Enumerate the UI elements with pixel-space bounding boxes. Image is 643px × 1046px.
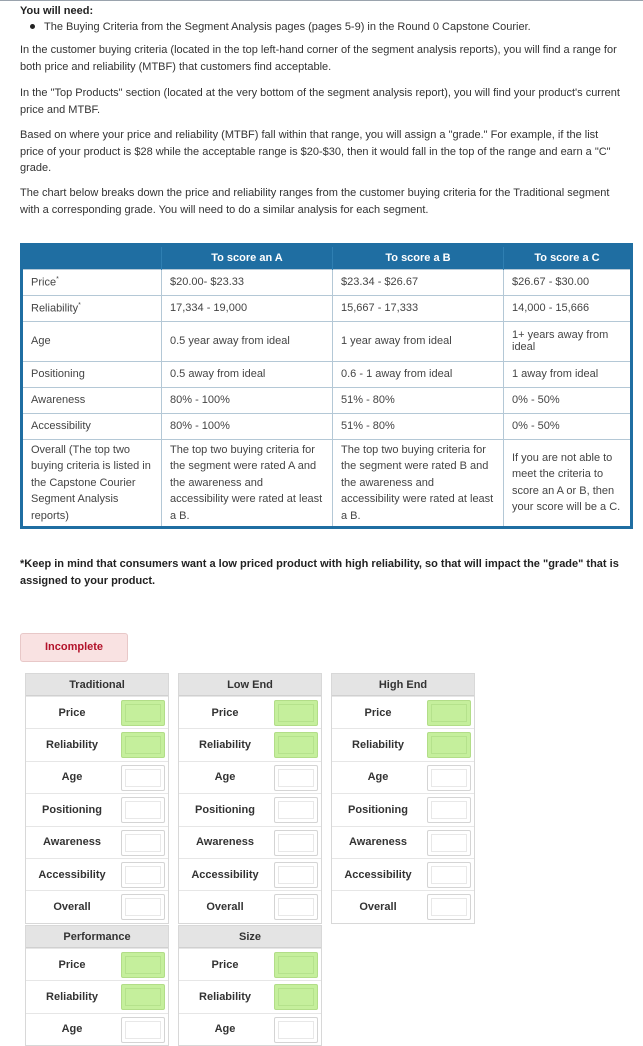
intro-paragraph-3: Based on where your price and reliability (MTBF) fall within that range, you will assign a "grade." For example, if the list price of your product is $28 while the acceptable range is $20-$30, then it would fall in the top of the range and earn a "C" grade. <box>20 129 611 174</box>
segment-panel-high-end <box>331 673 475 924</box>
segment-panel-title: Size <box>179 926 321 948</box>
grade-b-cell: 0.6 - 1 away from ideal <box>333 361 504 387</box>
grade-a-cell: 0.5 away from ideal <box>162 361 333 387</box>
criteria-label: Positioning <box>348 803 408 816</box>
grade-c-cell: 0% - 50% <box>504 413 632 439</box>
grade-row-label <box>22 361 162 387</box>
criteria-label: Awareness <box>196 836 254 849</box>
grade-input-box[interactable] <box>121 952 165 978</box>
grade-a-cell: 80% - 100% <box>162 413 333 439</box>
grade-input-box[interactable] <box>427 862 471 888</box>
grade-criteria-table <box>20 243 633 529</box>
segment-panel-title: Performance <box>26 926 168 948</box>
grade-input-box[interactable] <box>427 894 471 920</box>
criteria-label: Price <box>364 706 392 719</box>
grade-row-label-text: Price <box>31 276 57 289</box>
criteria-row <box>26 826 168 858</box>
grade-input-box[interactable] <box>427 830 471 856</box>
header-grade-b: To score a B <box>333 245 504 269</box>
needs-bullet-text: The Buying Criteria from the Segment Analysis pages (pages 5-9) in the Round 0 Capstone Courier. <box>44 21 531 33</box>
grade-input-box[interactable] <box>121 894 165 920</box>
footnote-mark: * <box>78 301 81 309</box>
criteria-row <box>26 793 168 825</box>
grade-row-label <box>22 269 162 295</box>
grade-table-header <box>22 245 632 269</box>
segment-panel-title: Traditional <box>26 674 168 696</box>
criteria-label: Age <box>214 1023 236 1036</box>
criteria-label: Reliability <box>352 739 404 752</box>
criteria-label: Reliability <box>199 991 251 1004</box>
intro-paragraph-4: The chart below breaks down the price and reliability ranges from the customer buying criteria for the Traditional segment with a corresponding grade. You will need to do a similar analysis for each segment. <box>20 187 610 216</box>
criteria-row <box>179 728 321 760</box>
criteria-row <box>179 1013 321 1045</box>
grade-row <box>22 321 632 361</box>
criteria-label: Price <box>58 958 86 971</box>
criteria-label: Age <box>61 771 83 784</box>
criteria-label: Overall <box>206 901 244 914</box>
grade-input-box[interactable] <box>427 797 471 823</box>
criteria-row <box>26 858 168 890</box>
intro-paragraph-2: In the "Top Products" section (located at the very bottom of the segment analysis report), you will find your product's current price and MTBF. <box>20 87 620 116</box>
header-blank <box>22 245 162 269</box>
criteria-row <box>179 793 321 825</box>
header-grade-c: To score a C <box>504 245 632 269</box>
criteria-label: Awareness <box>43 836 101 849</box>
criteria-label: Reliability <box>199 739 251 752</box>
criteria-row <box>26 728 168 760</box>
reminder-note: *Keep in mind that consumers want a low priced product with high reliability, so that will impact the "grade" that is assigned to your product. <box>20 558 619 587</box>
grade-b-cell: $23.34 - $26.67 <box>333 269 504 295</box>
segment-panel-title: Low End <box>179 674 321 696</box>
grade-input-box[interactable] <box>274 797 318 823</box>
criteria-row <box>332 826 474 858</box>
criteria-label: Positioning <box>42 803 102 816</box>
criteria-label: Price <box>211 706 239 719</box>
criteria-row <box>332 890 474 922</box>
grade-input-box[interactable] <box>121 830 165 856</box>
criteria-row <box>26 761 168 793</box>
criteria-row <box>179 858 321 890</box>
grade-b-cell: 51% - 80% <box>333 413 504 439</box>
criteria-row <box>179 890 321 922</box>
intro-paragraph-1: In the customer buying criteria (located in the top left-hand corner of the segment analysis reports), you will find a range for both price and reliability (MTBF) that customers find acceptable. <box>20 44 617 73</box>
criteria-label: Accessibility <box>191 868 259 881</box>
criteria-label: Reliability <box>46 991 98 1004</box>
grade-row <box>22 387 632 413</box>
grade-row <box>22 269 632 295</box>
grade-input-box[interactable] <box>274 765 318 791</box>
grade-row <box>22 413 632 439</box>
grade-input-box[interactable] <box>121 765 165 791</box>
grade-b-cell: The top two buying criteria for the segment were rated B and the awareness and accessibility were rated at least a B. <box>333 439 504 528</box>
criteria-label: Age <box>61 1023 83 1036</box>
status-badge: Incomplete <box>20 633 128 662</box>
criteria-row <box>26 980 168 1012</box>
criteria-label: Age <box>214 771 236 784</box>
footnote-mark: * <box>56 275 59 283</box>
criteria-label: Age <box>367 771 389 784</box>
grade-row-label-text: Overall (The top two buying criteria is listed in the Capstone Courier Segment Analysis reports) <box>31 443 151 522</box>
grade-row-label <box>22 321 162 361</box>
criteria-row <box>179 826 321 858</box>
grade-input-box[interactable] <box>121 700 165 726</box>
grade-a-cell: 0.5 year away from ideal <box>162 321 333 361</box>
grade-input-box[interactable] <box>274 984 318 1010</box>
grade-input-box[interactable] <box>274 830 318 856</box>
criteria-row <box>179 696 321 728</box>
grade-c-cell: 14,000 - 15,666 <box>504 295 632 321</box>
criteria-label: Overall <box>359 901 397 914</box>
criteria-row <box>26 948 168 980</box>
grade-row-label-text: Accessibility <box>31 420 91 432</box>
criteria-row <box>179 761 321 793</box>
grade-row <box>22 439 632 528</box>
criteria-row <box>332 793 474 825</box>
grade-a-cell: The top two buying criteria for the segment were rated A and the awareness and accessibility were rated at least a B. <box>162 439 333 528</box>
criteria-row <box>332 858 474 890</box>
grade-a-cell: $20.00- $23.33 <box>162 269 333 295</box>
grade-c-cell: 0% - 50% <box>504 387 632 413</box>
grade-b-cell: 15,667 - 17,333 <box>333 295 504 321</box>
grade-input-box[interactable] <box>274 1017 318 1043</box>
grade-input-box[interactable] <box>274 862 318 888</box>
grade-a-cell: 17,334 - 19,000 <box>162 295 333 321</box>
segment-panel-performance <box>25 925 169 1046</box>
criteria-row <box>26 1013 168 1045</box>
grade-input-box[interactable] <box>427 700 471 726</box>
criteria-label: Accessibility <box>344 868 412 881</box>
grade-a-cell: 80% - 100% <box>162 387 333 413</box>
criteria-label: Reliability <box>46 739 98 752</box>
needs-title: You will need: <box>20 5 94 17</box>
grade-input-box[interactable] <box>121 862 165 888</box>
needs-bullet <box>30 21 531 33</box>
criteria-row <box>26 890 168 922</box>
header-grade-a: To score an A <box>162 245 333 269</box>
criteria-label: Price <box>58 706 86 719</box>
criteria-label: Accessibility <box>38 868 106 881</box>
grade-b-cell: 51% - 80% <box>333 387 504 413</box>
grade-row-label-text: Awareness <box>31 394 86 406</box>
grade-c-cell: 1 away from ideal <box>504 361 632 387</box>
grade-row-label <box>22 295 162 321</box>
grade-row-label <box>22 387 162 413</box>
grade-row <box>22 361 632 387</box>
criteria-row <box>179 948 321 980</box>
criteria-row <box>332 761 474 793</box>
top-divider <box>0 0 643 1</box>
grade-input-box[interactable] <box>121 797 165 823</box>
grade-row-label-text: Age <box>31 335 51 347</box>
segment-panel-low-end <box>178 673 322 924</box>
segment-panel-size <box>178 925 322 1046</box>
grade-input-box[interactable] <box>274 700 318 726</box>
criteria-row <box>332 696 474 728</box>
grade-row <box>22 295 632 321</box>
grade-row-label <box>22 439 162 528</box>
grade-b-cell: 1 year away from ideal <box>333 321 504 361</box>
criteria-label: Price <box>211 958 239 971</box>
criteria-label: Awareness <box>349 836 407 849</box>
grade-input-box[interactable] <box>274 732 318 758</box>
grade-input-box[interactable] <box>274 952 318 978</box>
grade-input-box[interactable] <box>121 1017 165 1043</box>
grade-input-box[interactable] <box>121 732 165 758</box>
grade-input-box[interactable] <box>121 984 165 1010</box>
segment-panel-traditional <box>25 673 169 924</box>
criteria-row <box>26 696 168 728</box>
criteria-row <box>332 728 474 760</box>
grade-row-label <box>22 413 162 439</box>
grade-row-label-text: Reliability <box>31 302 79 315</box>
criteria-row <box>179 980 321 1012</box>
grade-input-box[interactable] <box>427 732 471 758</box>
grade-c-cell: $26.67 - $30.00 <box>504 269 632 295</box>
grade-row-label-text: Positioning <box>31 368 85 380</box>
bullet-dot-icon <box>30 24 35 29</box>
grade-input-box[interactable] <box>274 894 318 920</box>
criteria-label: Positioning <box>195 803 255 816</box>
segment-panel-title: High End <box>332 674 474 696</box>
grade-c-cell: 1+ years away from ideal <box>504 321 632 361</box>
grade-input-box[interactable] <box>427 765 471 791</box>
criteria-label: Overall <box>53 901 91 914</box>
grade-c-cell: If you are not able to meet the criteria to score an A or B, then your score will be a C. <box>504 439 632 528</box>
